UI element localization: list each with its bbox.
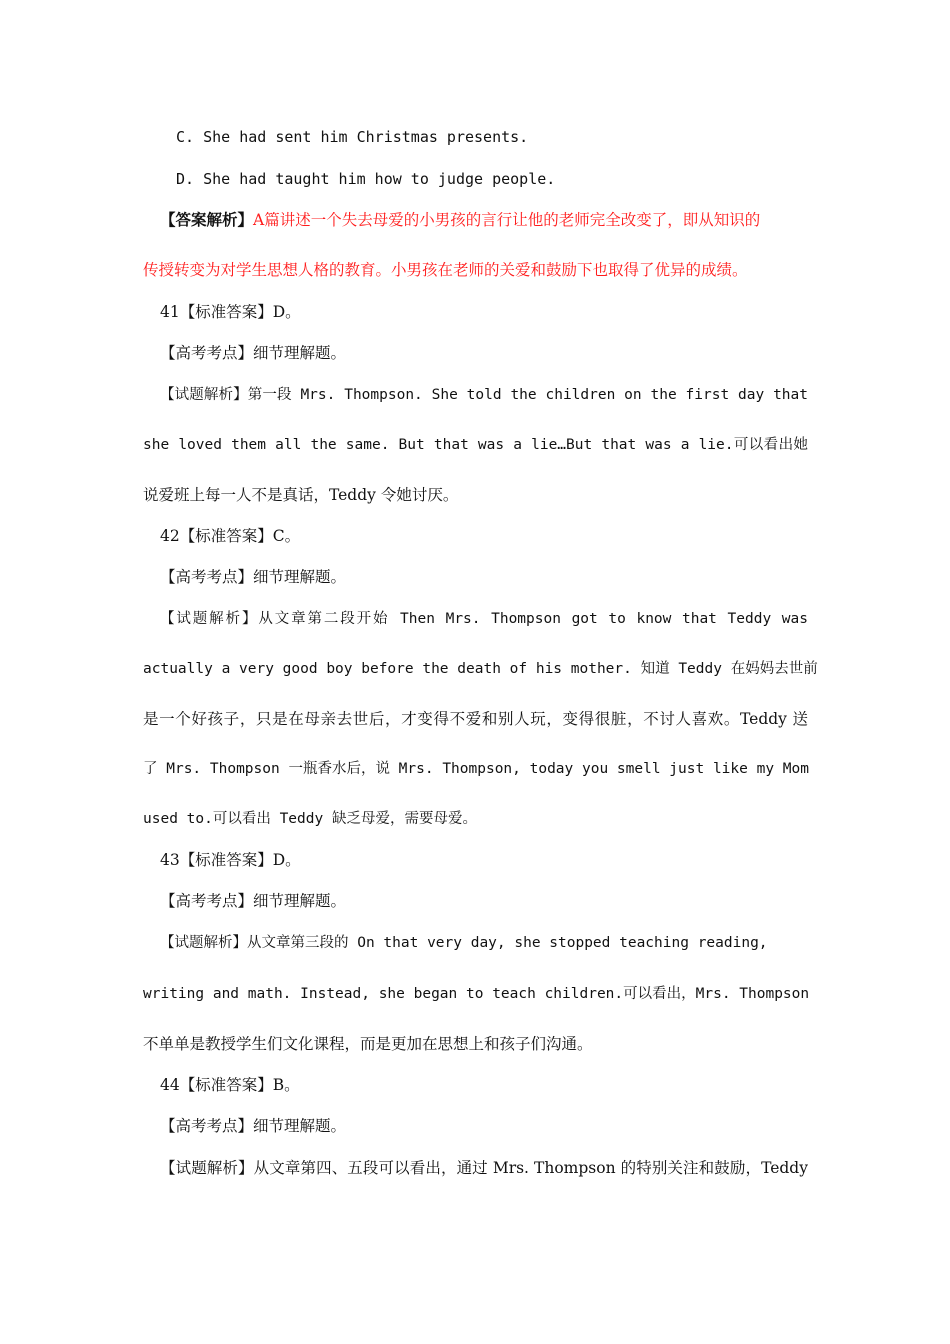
option-d: D. She had taught him how to judge people. xyxy=(176,170,556,188)
q44-exam-point: 【高考考点】细节理解题。 xyxy=(160,1117,347,1135)
option-c: C. She had sent him Christmas presents. xyxy=(176,128,529,146)
answer-analysis-label: 【答案解析】 xyxy=(160,210,254,229)
q42-analysis-line: 【试题解析】从文章第二段开始 Then Mrs. Thompson got to know that Teddy was xyxy=(160,611,808,627)
q42-analysis-line: used to.可以看出 Teddy 缺乏母爱，需要母爱。 xyxy=(143,811,477,827)
q42-exam-point: 【高考考点】细节理解题。 xyxy=(160,568,347,586)
q41-analysis-line: 【试题解析】第一段 Mrs. Thompson. She told the children on the first day that xyxy=(160,387,808,403)
q41-exam-point: 【高考考点】细节理解题。 xyxy=(160,344,347,362)
q42-analysis-line: 了 Mrs. Thompson 一瓶香水后，说 Mrs. Thompson, today you smell just like my Mom xyxy=(143,761,809,777)
q42-standard-answer: 42【标准答案】C。 xyxy=(160,527,301,545)
q41-analysis-line: she loved them all the same. But that was a lie…But that was a lie.可以看出她 xyxy=(143,437,808,453)
answer-analysis-line-2: 传授转变为对学生思想人格的教育。小男孩在老师的关爱和鼓励下也取得了优异的成绩。 xyxy=(143,261,748,279)
q43-analysis-line: 不单单是教授学生们文化课程，而是更加在思想上和孩子们沟通。 xyxy=(143,1035,593,1053)
q43-analysis-line: writing and math. Instead, she began to teach children.可以看出，Mrs. Thompson xyxy=(143,986,810,1002)
q42-analysis-line: 是一个好孩子，只是在母亲去世后，才变得不爱和别人玩，变得很脏，不讨人喜欢。Teddy 送 xyxy=(143,710,808,728)
q44-analysis-line: 【试题解析】从文章第四、五段可以看出，通过 Mrs. Thompson 的特别关注和鼓励，Teddy xyxy=(160,1159,808,1177)
q44-standard-answer: 44【标准答案】B。 xyxy=(160,1076,300,1094)
q43-standard-answer: 43【标准答案】D。 xyxy=(160,851,301,869)
q41-analysis-line: 说爱班上每一人不是真话，Teddy 令她讨厌。 xyxy=(143,486,459,504)
answer-analysis-line-1 xyxy=(160,209,825,231)
answer-analysis-text-1: A篇讲述一个失去母爱的小男孩的言行让他的老师完全改变了，即从知识的 xyxy=(253,211,761,229)
q41-standard-answer: 41【标准答案】D。 xyxy=(160,303,301,321)
q43-analysis-line: 【试题解析】从文章第三段的 On that very day, she stopped teaching reading, xyxy=(160,935,768,951)
q43-exam-point: 【高考考点】细节理解题。 xyxy=(160,892,347,910)
q42-analysis-line: actually a very good boy before the death of his mother. 知道 Teddy 在妈妈去世前 xyxy=(143,661,818,677)
